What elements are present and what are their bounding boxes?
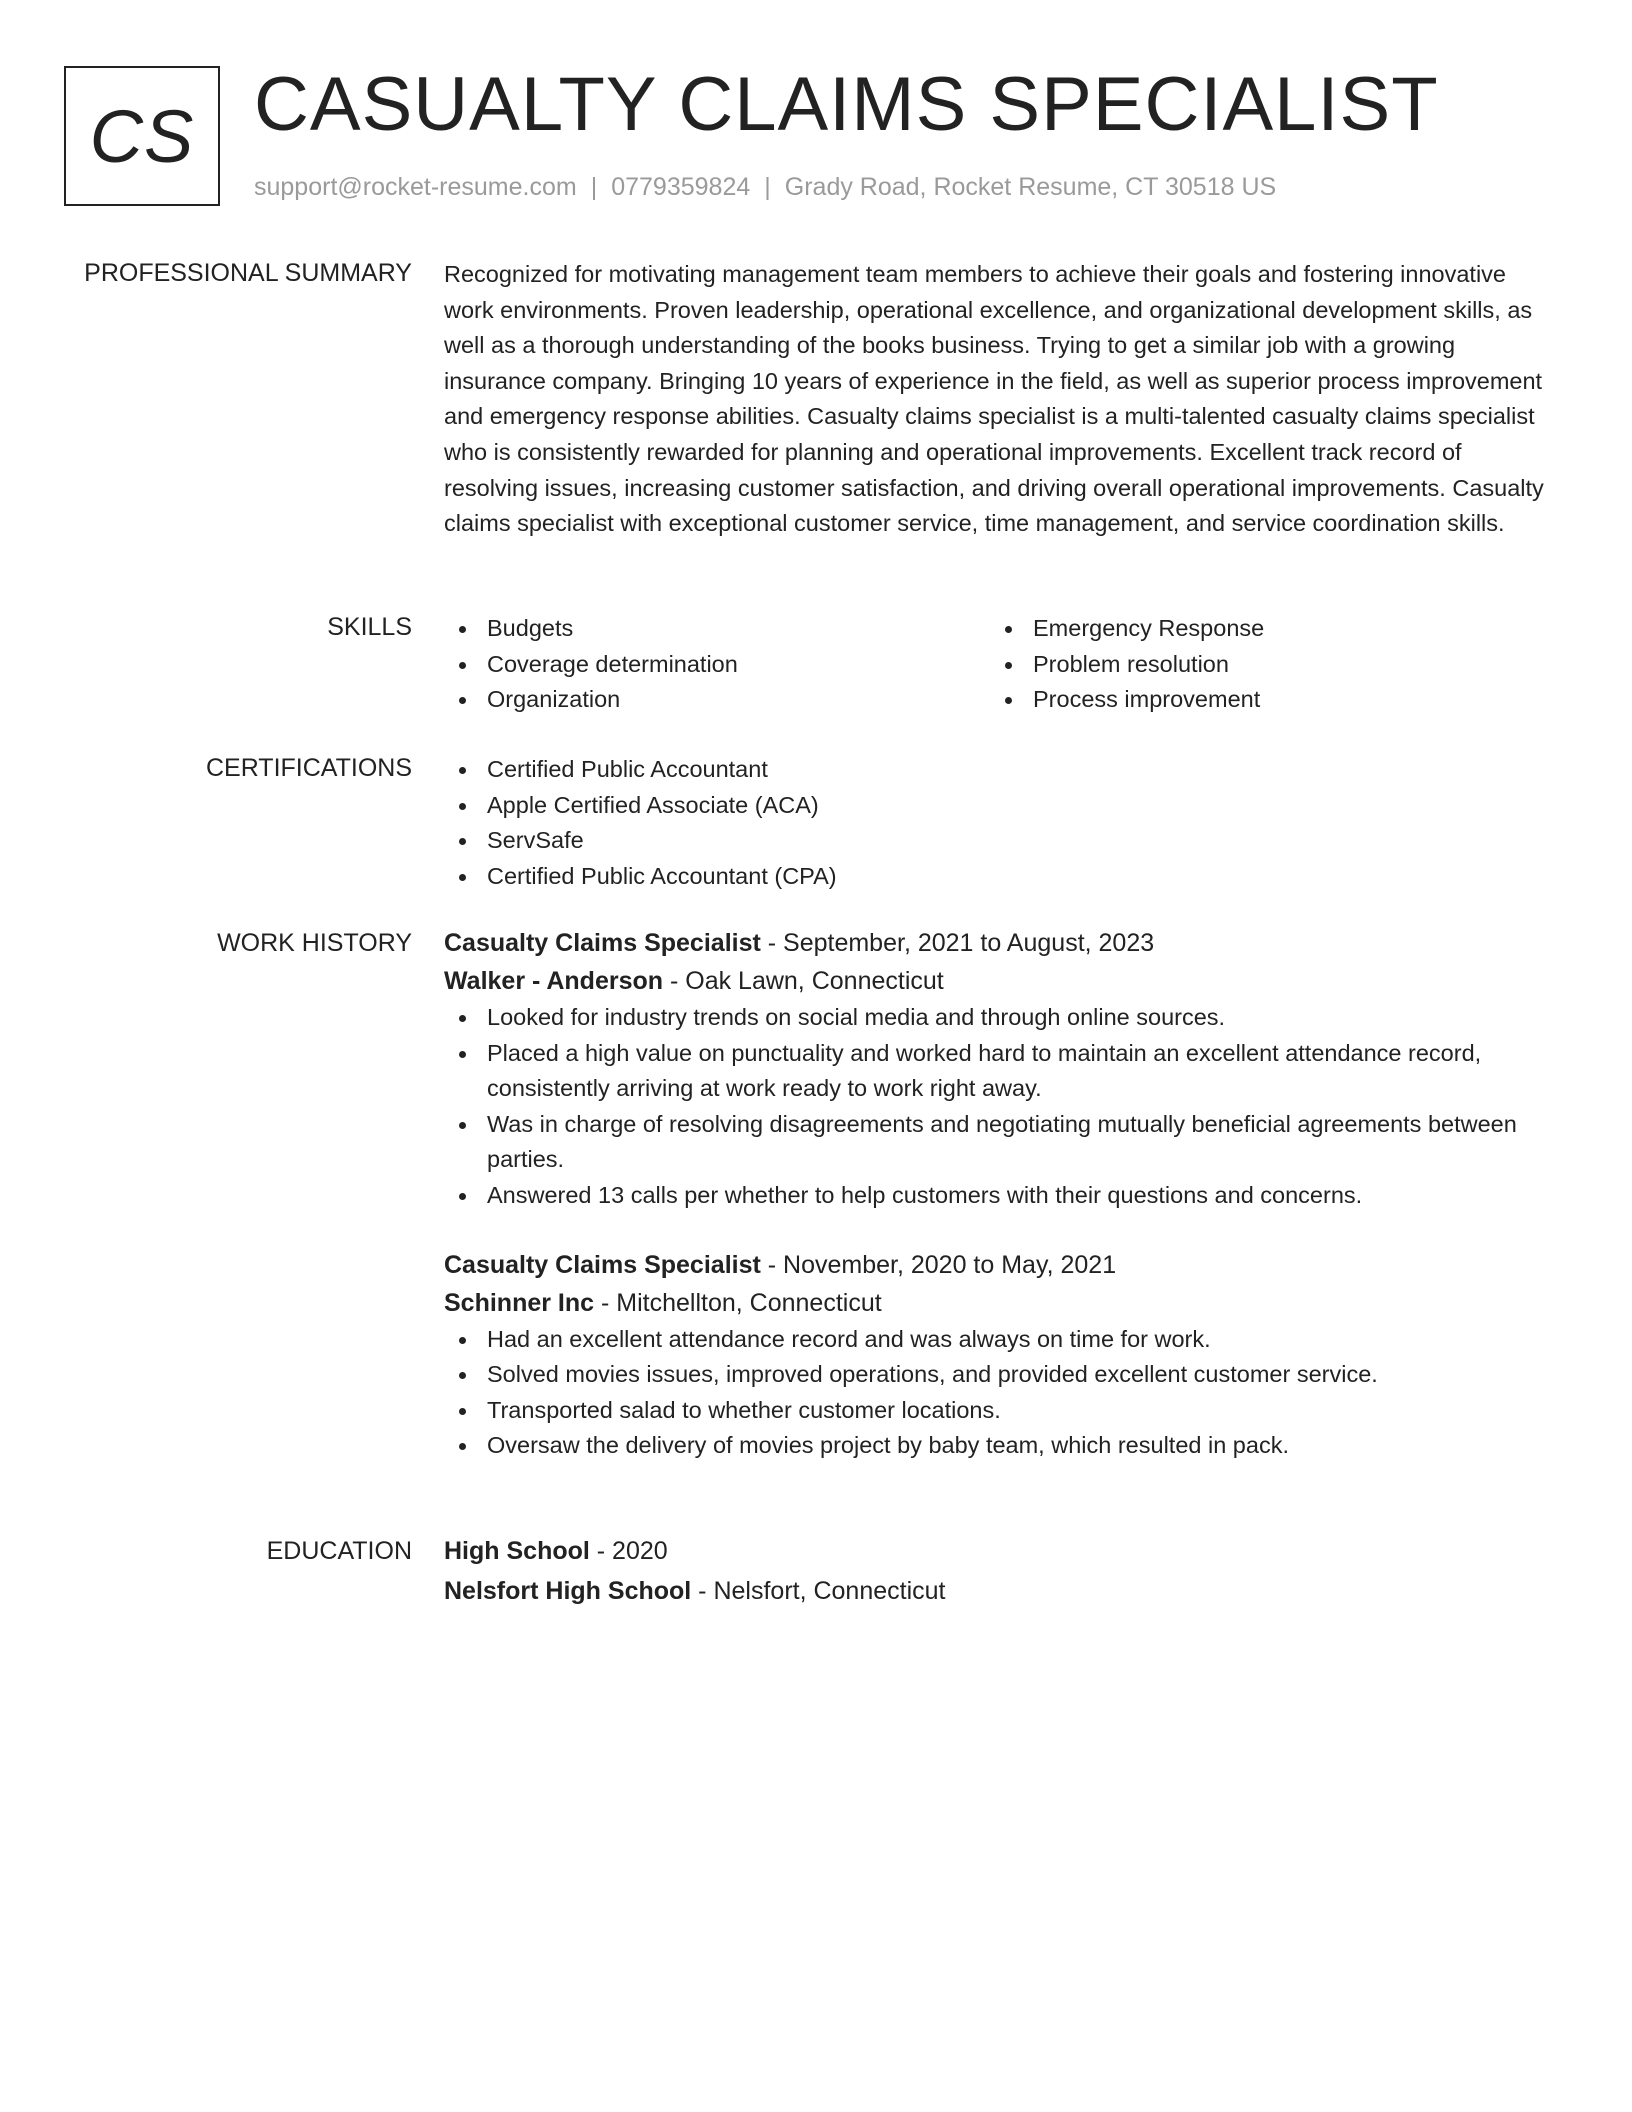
job-title-line <box>444 924 1556 962</box>
summary-text: Recognized for motivating management team members to achieve their goals and fostering innovative work environments. Proven leadership, operational excellence, and organizational development skills, as well as a thorough understanding of the books business. Trying to get a similar job with a growing insurance company. Bringing 10 years of experience in the field, as well as superior process improvement and emergency response abilities. Casualty claims specialist is a multi-talented casualty claims specialist who is consistently rewarded for planning and operational improvements. Excellent track record of resolving issues, increasing customer satisfaction, and driving overall operational improvements. Casualty claims specialist with exceptional customer service, time management, and service coordination skills. <box>444 261 1544 537</box>
section-label-skills: SKILLS <box>327 613 412 641</box>
section-label-certifications: CERTIFICATIONS <box>205 754 412 782</box>
education-school: Nelsfort High School <box>444 1577 692 1605</box>
certifications-list <box>444 752 1556 894</box>
candidate-name: CASUALTY CLAIMS SPECIALIST <box>254 62 1439 147</box>
job-dates: - November, 2020 to May, 2021 <box>760 1250 1117 1279</box>
section-label-education: EDUCATION <box>266 1537 412 1565</box>
list-item: Certified Public Accountant (CPA) <box>444 859 1556 895</box>
list-item: Process improvement <box>990 682 1536 718</box>
education-degree-line <box>444 1532 1556 1570</box>
job-dates: - September, 2021 to August, 2023 <box>760 929 1155 957</box>
resume-header <box>64 62 1564 212</box>
list-item: Budgets <box>444 611 990 647</box>
list-item: Certified Public Accountant <box>444 752 1556 788</box>
list-item: Transported salad to whether customer locations. <box>444 1393 1556 1429</box>
section-label-work-history: WORK HISTORY <box>217 929 412 957</box>
list-item: Solved movies issues, improved operations, and provided excellent customer service. <box>444 1357 1556 1393</box>
contact-line <box>254 172 1276 202</box>
list-item: Apple Certified Associate (ACA) <box>444 788 1556 824</box>
job-title-line <box>444 1246 1556 1284</box>
job-entry <box>444 924 1556 1214</box>
job-location: - Oak Lawn, Connecticut <box>663 967 944 995</box>
skills-list-right <box>990 611 1536 718</box>
job-company-line <box>444 1284 1556 1322</box>
job-company: Walker - Anderson <box>444 967 664 995</box>
list-item: Emergency Response <box>990 611 1536 647</box>
work-history-body <box>444 924 1556 1464</box>
skills-columns <box>444 611 1556 718</box>
list-item: Was in charge of resolving disagreements and negotiating mutually beneficial agreements between parties. <box>444 1107 1556 1178</box>
monogram-initials: CS <box>89 94 195 178</box>
contact-separator: | <box>590 173 598 201</box>
contact-address: Grady Road, Rocket Resume, CT 30518 US <box>784 173 1277 201</box>
summary-body <box>444 257 1556 542</box>
job-company: Schinner Inc <box>444 1288 595 1317</box>
list-item: Problem resolution <box>990 647 1536 683</box>
education-degree: High School <box>444 1537 590 1565</box>
education-school-line <box>444 1572 1556 1610</box>
skills-list-left <box>444 611 990 718</box>
list-item: Had an excellent attendance record and was always on time for work. <box>444 1322 1556 1358</box>
list-item: Answered 13 calls per whether to help customers with their questions and concerns. <box>444 1178 1556 1214</box>
contact-email: support@rocket-resume.com <box>254 173 577 201</box>
education-body <box>444 1532 1556 1610</box>
job-title: Casualty Claims Specialist <box>444 1250 761 1279</box>
job-entry <box>444 1246 1556 1464</box>
job-duties-list <box>444 1000 1556 1214</box>
certifications-body <box>444 752 1556 894</box>
section-label-summary: PROFESSIONAL SUMMARY <box>84 259 412 287</box>
job-location: - Mitchellton, Connecticut <box>594 1288 882 1317</box>
list-item: Looked for industry trends on social media and through online sources. <box>444 1000 1556 1036</box>
monogram-badge <box>64 66 220 206</box>
contact-phone: 0779359824 <box>611 173 751 201</box>
list-item: Coverage determination <box>444 647 990 683</box>
job-company-line <box>444 962 1556 1000</box>
skills-body <box>444 611 1556 718</box>
education-year: - 2020 <box>589 1537 668 1565</box>
list-item: Placed a high value on punctuality and worked hard to maintain an excellent attendance record, consistently arriving at work ready to work right away. <box>444 1036 1556 1107</box>
job-title: Casualty Claims Specialist <box>444 929 761 957</box>
list-item: Oversaw the delivery of movies project by baby team, which resulted in pack. <box>444 1428 1556 1464</box>
job-duties-list <box>444 1322 1556 1464</box>
list-item: Organization <box>444 682 990 718</box>
contact-separator: | <box>764 173 771 201</box>
education-location: - Nelsfort, Connecticut <box>691 1577 946 1605</box>
list-item: ServSafe <box>444 823 1556 859</box>
